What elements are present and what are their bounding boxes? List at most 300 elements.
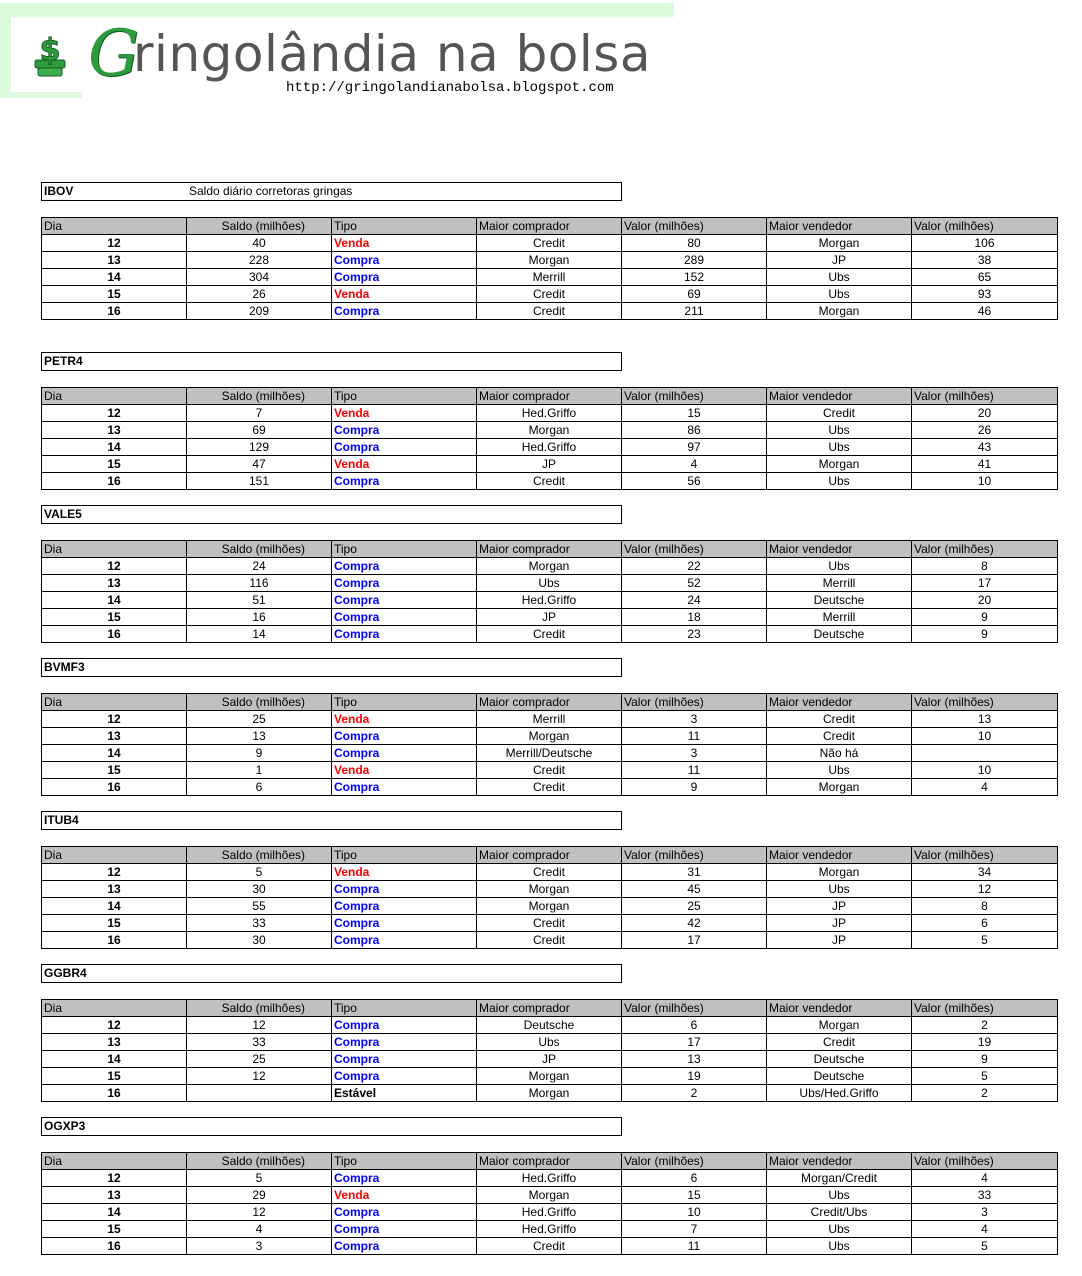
day-cell: 14	[42, 1051, 187, 1068]
balance-cell: 24	[187, 558, 332, 575]
column-header: Valor (milhões)	[622, 847, 767, 864]
balance-cell: 5	[187, 864, 332, 881]
column-header: Maior comprador	[477, 847, 622, 864]
seller-value-cell: 9	[912, 609, 1058, 626]
section-title-box	[41, 505, 622, 524]
seller-value-cell: 10	[912, 762, 1058, 779]
seller-value-cell: 9	[912, 1051, 1058, 1068]
day-cell: 12	[42, 235, 187, 252]
table-row	[42, 575, 1058, 592]
column-header: Dia	[42, 388, 187, 405]
blog-title-initial: G	[88, 17, 140, 91]
type-cell: Venda	[332, 405, 477, 422]
top-buyer-cell: Credit	[477, 864, 622, 881]
seller-value-cell: 38	[912, 252, 1058, 269]
type-cell: Compra	[332, 745, 477, 762]
blog-url[interactable]: http://gringolandianabolsa.blogspot.com	[286, 80, 614, 96]
buyer-value-cell: 56	[622, 473, 767, 490]
broker-balance-table	[41, 693, 1058, 796]
top-buyer-cell: JP	[477, 609, 622, 626]
top-seller-cell: Morgan	[767, 779, 912, 796]
column-header: Saldo (milhões)	[187, 847, 332, 864]
top-buyer-cell: Deutsche	[477, 1017, 622, 1034]
top-seller-cell: JP	[767, 915, 912, 932]
buyer-value-cell: 25	[622, 898, 767, 915]
day-cell: 15	[42, 1221, 187, 1238]
seller-value-cell: 46	[912, 303, 1058, 320]
banner-green-band-left	[0, 3, 11, 98]
top-buyer-cell: Morgan	[477, 1187, 622, 1204]
table-row	[42, 1085, 1058, 1102]
column-header: Valor (milhões)	[912, 694, 1058, 711]
buyer-value-cell: 19	[622, 1068, 767, 1085]
table-row	[42, 405, 1058, 422]
type-cell: Compra	[332, 1017, 477, 1034]
column-header: Saldo (milhões)	[187, 218, 332, 235]
buyer-value-cell: 97	[622, 439, 767, 456]
seller-value-cell: 93	[912, 286, 1058, 303]
type-cell: Compra	[332, 1051, 477, 1068]
type-cell: Compra	[332, 1204, 477, 1221]
column-header: Valor (milhões)	[622, 541, 767, 558]
seller-value-cell: 20	[912, 405, 1058, 422]
column-header: Maior vendedor	[767, 847, 912, 864]
top-buyer-cell: Credit	[477, 762, 622, 779]
top-buyer-cell: Credit	[477, 915, 622, 932]
type-cell: Compra	[332, 1068, 477, 1085]
day-cell: 13	[42, 252, 187, 269]
top-buyer-cell: Credit	[477, 286, 622, 303]
seller-value-cell: 6	[912, 915, 1058, 932]
seller-value-cell: 4	[912, 1221, 1058, 1238]
top-seller-cell: Morgan/Credit	[767, 1170, 912, 1187]
seller-value-cell: 19	[912, 1034, 1058, 1051]
day-cell: 12	[42, 864, 187, 881]
buyer-value-cell: 11	[622, 728, 767, 745]
balance-cell: 25	[187, 1051, 332, 1068]
table-row	[42, 422, 1058, 439]
top-buyer-cell: JP	[477, 456, 622, 473]
type-cell: Compra	[332, 269, 477, 286]
column-header: Valor (milhões)	[912, 218, 1058, 235]
balance-cell: 33	[187, 915, 332, 932]
buyer-value-cell: 52	[622, 575, 767, 592]
top-seller-cell: JP	[767, 932, 912, 949]
top-buyer-cell: Hed.Griffo	[477, 439, 622, 456]
day-cell: 16	[42, 932, 187, 949]
table-header-row	[42, 847, 1058, 864]
column-header: Valor (milhões)	[912, 847, 1058, 864]
table-row	[42, 269, 1058, 286]
seller-value-cell: 4	[912, 779, 1058, 796]
seller-value-cell: 2	[912, 1017, 1058, 1034]
type-cell: Venda	[332, 286, 477, 303]
table-row	[42, 864, 1058, 881]
day-cell: 15	[42, 1068, 187, 1085]
table-row	[42, 1034, 1058, 1051]
stock-code: ITUB4	[44, 813, 79, 827]
balance-cell: 151	[187, 473, 332, 490]
top-buyer-cell: Hed.Griffo	[477, 405, 622, 422]
day-cell: 14	[42, 592, 187, 609]
balance-cell: 51	[187, 592, 332, 609]
column-header: Tipo	[332, 1000, 477, 1017]
top-seller-cell: Credit	[767, 711, 912, 728]
buyer-value-cell: 22	[622, 558, 767, 575]
column-header: Saldo (milhões)	[187, 694, 332, 711]
top-seller-cell: Merrill	[767, 575, 912, 592]
seller-value-cell: 2	[912, 1085, 1058, 1102]
broker-balance-table	[41, 387, 1058, 490]
buyer-value-cell: 9	[622, 779, 767, 796]
table-header-row	[42, 388, 1058, 405]
table-row	[42, 252, 1058, 269]
column-header: Maior comprador	[477, 1000, 622, 1017]
top-seller-cell: Ubs	[767, 762, 912, 779]
table-header-row	[42, 218, 1058, 235]
top-seller-cell: JP	[767, 898, 912, 915]
type-cell: Compra	[332, 422, 477, 439]
buyer-value-cell: 69	[622, 286, 767, 303]
day-cell: 14	[42, 439, 187, 456]
top-buyer-cell: Credit	[477, 235, 622, 252]
type-cell: Venda	[332, 864, 477, 881]
top-seller-cell: Morgan	[767, 864, 912, 881]
top-seller-cell: Credit	[767, 1034, 912, 1051]
table-row	[42, 286, 1058, 303]
table-row	[42, 932, 1058, 949]
day-cell: 14	[42, 745, 187, 762]
table-row	[42, 779, 1058, 796]
dollar-sign-icon	[32, 30, 68, 78]
day-cell: 13	[42, 881, 187, 898]
column-header: Saldo (milhões)	[187, 1153, 332, 1170]
top-buyer-cell: Credit	[477, 473, 622, 490]
table-header-row	[42, 541, 1058, 558]
seller-value-cell: 43	[912, 439, 1058, 456]
balance-cell: 228	[187, 252, 332, 269]
top-seller-cell: Ubs	[767, 439, 912, 456]
section-title-box	[41, 964, 622, 983]
type-cell: Compra	[332, 1170, 477, 1187]
balance-cell: 47	[187, 456, 332, 473]
blog-title: ringolândia na bolsa	[133, 25, 651, 83]
seller-value-cell: 5	[912, 932, 1058, 949]
seller-value-cell: 4	[912, 1170, 1058, 1187]
balance-cell: 30	[187, 881, 332, 898]
table-row	[42, 1238, 1058, 1255]
buyer-value-cell: 11	[622, 1238, 767, 1255]
top-buyer-cell: Ubs	[477, 1034, 622, 1051]
top-buyer-cell: Morgan	[477, 1068, 622, 1085]
buyer-value-cell: 3	[622, 745, 767, 762]
balance-cell: 13	[187, 728, 332, 745]
day-cell: 12	[42, 1170, 187, 1187]
column-header: Maior comprador	[477, 541, 622, 558]
column-header: Valor (milhões)	[912, 541, 1058, 558]
buyer-value-cell: 4	[622, 456, 767, 473]
table-row	[42, 1170, 1058, 1187]
top-seller-cell: Ubs	[767, 473, 912, 490]
seller-value-cell: 65	[912, 269, 1058, 286]
table-row	[42, 762, 1058, 779]
top-seller-cell: Ubs	[767, 286, 912, 303]
table-row	[42, 456, 1058, 473]
table-header-row	[42, 1153, 1058, 1170]
day-cell: 12	[42, 1017, 187, 1034]
column-header: Valor (milhões)	[622, 1153, 767, 1170]
top-buyer-cell: Credit	[477, 626, 622, 643]
type-cell: Compra	[332, 932, 477, 949]
column-header: Valor (milhões)	[912, 388, 1058, 405]
section-title-box	[41, 352, 622, 371]
top-buyer-cell: Merrill/Deutsche	[477, 745, 622, 762]
buyer-value-cell: 15	[622, 405, 767, 422]
column-header: Maior vendedor	[767, 1000, 912, 1017]
buyer-value-cell: 289	[622, 252, 767, 269]
stock-code: VALE5	[44, 507, 82, 521]
top-seller-cell: Ubs	[767, 1238, 912, 1255]
column-header: Tipo	[332, 694, 477, 711]
column-header: Dia	[42, 847, 187, 864]
seller-value-cell: 17	[912, 575, 1058, 592]
balance-cell: 33	[187, 1034, 332, 1051]
type-cell: Compra	[332, 1238, 477, 1255]
top-buyer-cell: Hed.Griffo	[477, 1204, 622, 1221]
buyer-value-cell: 17	[622, 932, 767, 949]
top-buyer-cell: Morgan	[477, 422, 622, 439]
balance-cell: 12	[187, 1204, 332, 1221]
column-header: Tipo	[332, 388, 477, 405]
type-cell: Compra	[332, 1221, 477, 1238]
table-row	[42, 1204, 1058, 1221]
seller-value-cell: 20	[912, 592, 1058, 609]
column-header: Maior vendedor	[767, 541, 912, 558]
top-seller-cell: Ubs	[767, 881, 912, 898]
table-row	[42, 235, 1058, 252]
day-cell: 15	[42, 915, 187, 932]
day-cell: 15	[42, 286, 187, 303]
top-seller-cell: Ubs/Hed.Griffo	[767, 1085, 912, 1102]
top-seller-cell: JP	[767, 252, 912, 269]
table-row	[42, 728, 1058, 745]
top-buyer-cell: JP	[477, 1051, 622, 1068]
day-cell: 16	[42, 303, 187, 320]
type-cell: Compra	[332, 881, 477, 898]
day-cell: 16	[42, 473, 187, 490]
top-buyer-cell: Morgan	[477, 1085, 622, 1102]
top-buyer-cell: Hed.Griffo	[477, 1221, 622, 1238]
column-header: Tipo	[332, 541, 477, 558]
top-buyer-cell: Morgan	[477, 252, 622, 269]
balance-cell: 304	[187, 269, 332, 286]
column-header: Maior vendedor	[767, 218, 912, 235]
broker-balance-table	[41, 1152, 1058, 1255]
buyer-value-cell: 152	[622, 269, 767, 286]
banner-green-band	[0, 3, 674, 17]
balance-cell: 116	[187, 575, 332, 592]
stock-code: PETR4	[44, 354, 83, 368]
section-title-box	[41, 182, 622, 201]
top-seller-cell: Credit	[767, 728, 912, 745]
day-cell: 13	[42, 575, 187, 592]
day-cell: 14	[42, 898, 187, 915]
top-seller-cell: Ubs	[767, 1187, 912, 1204]
top-buyer-cell: Hed.Griffo	[477, 592, 622, 609]
buyer-value-cell: 45	[622, 881, 767, 898]
column-header: Valor (milhões)	[622, 218, 767, 235]
top-seller-cell: Merrill	[767, 609, 912, 626]
seller-value-cell: 12	[912, 881, 1058, 898]
type-cell: Compra	[332, 779, 477, 796]
svg-text:$: $	[39, 33, 61, 68]
day-cell: 16	[42, 1238, 187, 1255]
top-buyer-cell: Credit	[477, 1238, 622, 1255]
buyer-value-cell: 10	[622, 1204, 767, 1221]
balance-cell: 16	[187, 609, 332, 626]
type-cell: Venda	[332, 762, 477, 779]
stock-code: IBOV	[44, 184, 74, 198]
balance-cell: 40	[187, 235, 332, 252]
buyer-value-cell: 211	[622, 303, 767, 320]
column-header: Maior comprador	[477, 388, 622, 405]
type-cell: Compra	[332, 592, 477, 609]
buyer-value-cell: 23	[622, 626, 767, 643]
top-buyer-cell: Hed.Griffo	[477, 1170, 622, 1187]
top-seller-cell: Ubs	[767, 422, 912, 439]
column-header: Saldo (milhões)	[187, 388, 332, 405]
column-header: Maior vendedor	[767, 388, 912, 405]
top-seller-cell: Credit	[767, 405, 912, 422]
seller-value-cell: 33	[912, 1187, 1058, 1204]
table-row	[42, 303, 1058, 320]
type-cell: Compra	[332, 558, 477, 575]
column-header: Valor (milhões)	[912, 1153, 1058, 1170]
column-header: Saldo (milhões)	[187, 541, 332, 558]
top-seller-cell: Deutsche	[767, 626, 912, 643]
table-header-row	[42, 1000, 1058, 1017]
top-seller-cell: Ubs	[767, 269, 912, 286]
balance-cell	[187, 1085, 332, 1102]
seller-value-cell: 5	[912, 1068, 1058, 1085]
type-cell: Compra	[332, 473, 477, 490]
top-buyer-cell: Merrill	[477, 269, 622, 286]
day-cell: 13	[42, 1187, 187, 1204]
broker-balance-table	[41, 999, 1058, 1102]
column-header: Maior vendedor	[767, 1153, 912, 1170]
seller-value-cell: 41	[912, 456, 1058, 473]
buyer-value-cell: 13	[622, 1051, 767, 1068]
balance-cell: 29	[187, 1187, 332, 1204]
day-cell: 12	[42, 711, 187, 728]
stock-code: BVMF3	[44, 660, 85, 674]
buyer-value-cell: 15	[622, 1187, 767, 1204]
type-cell: Compra	[332, 303, 477, 320]
balance-cell: 209	[187, 303, 332, 320]
broker-balance-table	[41, 540, 1058, 643]
balance-cell: 69	[187, 422, 332, 439]
top-seller-cell: Morgan	[767, 456, 912, 473]
column-header: Maior vendedor	[767, 694, 912, 711]
top-seller-cell: Morgan	[767, 1017, 912, 1034]
blog-banner	[0, 0, 674, 100]
buyer-value-cell: 2	[622, 1085, 767, 1102]
type-cell: Compra	[332, 898, 477, 915]
top-seller-cell: Ubs	[767, 558, 912, 575]
seller-value-cell: 5	[912, 1238, 1058, 1255]
seller-value-cell: 13	[912, 711, 1058, 728]
seller-value-cell: 8	[912, 898, 1058, 915]
table-row	[42, 1221, 1058, 1238]
balance-cell: 30	[187, 932, 332, 949]
type-cell: Compra	[332, 626, 477, 643]
table-row	[42, 745, 1058, 762]
top-seller-cell: Credit/Ubs	[767, 1204, 912, 1221]
top-seller-cell: Deutsche	[767, 1051, 912, 1068]
balance-cell: 1	[187, 762, 332, 779]
type-cell: Estável	[332, 1085, 477, 1102]
buyer-value-cell: 6	[622, 1170, 767, 1187]
day-cell: 15	[42, 456, 187, 473]
top-buyer-cell: Morgan	[477, 898, 622, 915]
balance-cell: 25	[187, 711, 332, 728]
column-header: Tipo	[332, 1153, 477, 1170]
column-header: Dia	[42, 218, 187, 235]
top-seller-cell: Morgan	[767, 303, 912, 320]
table-row	[42, 1051, 1058, 1068]
balance-cell: 12	[187, 1068, 332, 1085]
type-cell: Venda	[332, 1187, 477, 1204]
top-buyer-cell: Ubs	[477, 575, 622, 592]
top-buyer-cell: Credit	[477, 932, 622, 949]
seller-value-cell: 8	[912, 558, 1058, 575]
table-row	[42, 626, 1058, 643]
column-header: Valor (milhões)	[912, 1000, 1058, 1017]
table-row	[42, 1187, 1058, 1204]
type-cell: Venda	[332, 711, 477, 728]
column-header: Valor (milhões)	[622, 1000, 767, 1017]
buyer-value-cell: 7	[622, 1221, 767, 1238]
column-header: Maior comprador	[477, 1153, 622, 1170]
day-cell: 15	[42, 762, 187, 779]
balance-cell: 129	[187, 439, 332, 456]
balance-cell: 3	[187, 1238, 332, 1255]
balance-cell: 9	[187, 745, 332, 762]
balance-cell: 7	[187, 405, 332, 422]
buyer-value-cell: 31	[622, 864, 767, 881]
balance-cell: 4	[187, 1221, 332, 1238]
table-row	[42, 711, 1058, 728]
column-header: Valor (milhões)	[622, 388, 767, 405]
table-row	[42, 881, 1058, 898]
table-row	[42, 1017, 1058, 1034]
section-title-box	[41, 811, 622, 830]
type-cell: Compra	[332, 252, 477, 269]
column-header: Tipo	[332, 847, 477, 864]
top-buyer-cell: Morgan	[477, 728, 622, 745]
table-row	[42, 473, 1058, 490]
seller-value-cell: 10	[912, 473, 1058, 490]
type-cell: Compra	[332, 575, 477, 592]
column-header: Dia	[42, 1153, 187, 1170]
buyer-value-cell: 24	[622, 592, 767, 609]
seller-value-cell: 3	[912, 1204, 1058, 1221]
section-title-box	[41, 658, 622, 677]
broker-balance-table	[41, 846, 1058, 949]
top-seller-cell: Ubs	[767, 1221, 912, 1238]
type-cell: Compra	[332, 1034, 477, 1051]
column-header: Valor (milhões)	[622, 694, 767, 711]
